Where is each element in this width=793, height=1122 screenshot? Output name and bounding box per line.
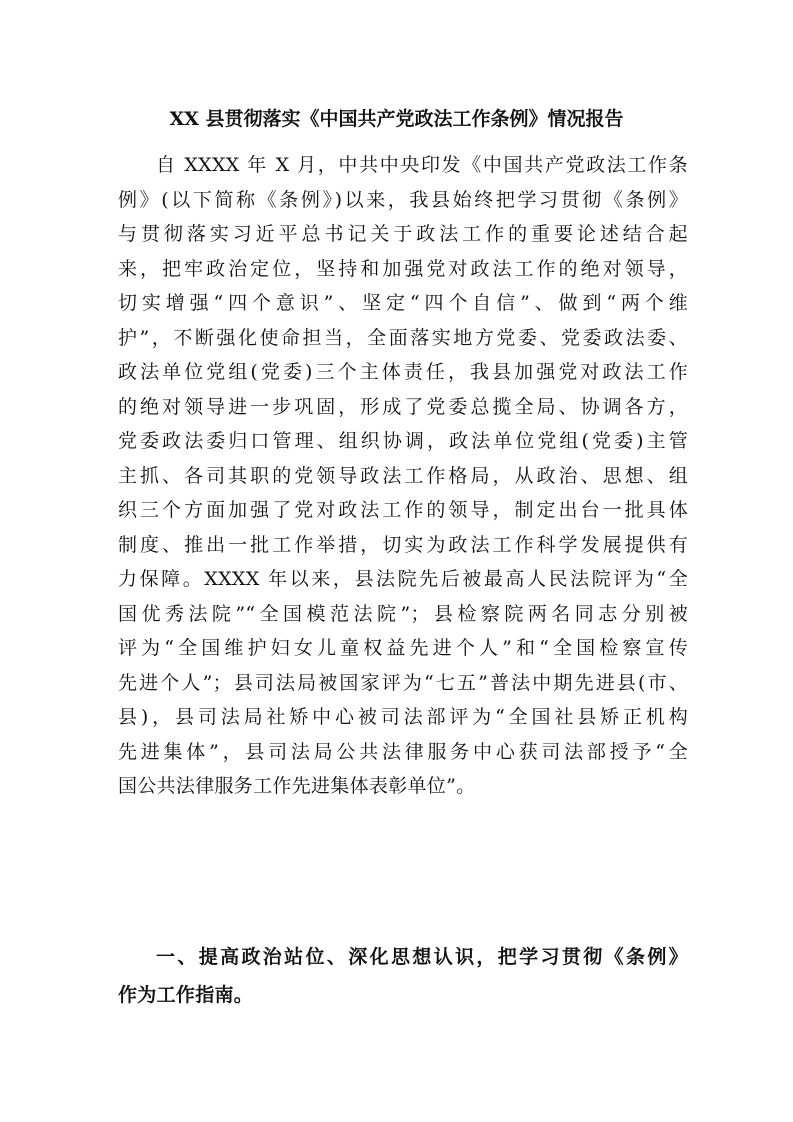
paragraph-line: 制度、推出一批工作举措，切实为政法工作科学发展提供有 (118, 533, 688, 556)
document-title: XX 县贯彻落实《中国共产党政法工作条例》情况报告 (169, 108, 624, 130)
paragraph-line: 国公共法律服务工作先进集体表彰单位”。 (118, 775, 476, 797)
paragraph-line: 与贯彻落实习近平总书记关于政法工作的重要论述结合起 (118, 223, 688, 245)
section-heading-line: 一、提高政治站位、深化思想认识，把学习贯彻《条例》 (156, 946, 688, 968)
paragraph-line: 来，把牢政治定位，坚持和加强党对政法工作的绝对领导， (118, 257, 688, 280)
paragraph-line: 先进个人”；县司法局被国家评为“七五”普法中期先进县(市、 (118, 671, 688, 694)
paragraph-line: 评为“全国维护妇女儿童权益先进个人”和“全国检察宣传 (118, 637, 688, 659)
paragraph-line: 县)，县司法局社矫中心被司法部评为“全国社县矫正机构 (118, 706, 688, 728)
paragraph-line: 织三个方面加强了党对政法工作的领导，制定出台一批具体 (118, 499, 688, 521)
paragraph-line: 护”，不断强化使命担当，全面落实地方党委、党委政法委、 (118, 326, 688, 349)
paragraph-line: 力保障。XXXX 年以来，县法院先后被最高人民法院评为“全 (118, 568, 688, 590)
paragraph-line: 先进集体”，县司法局公共法律服务中心获司法部授予“全 (118, 740, 688, 763)
paragraph-line: 国优秀法院”“全国模范法院”；县检察院两名同志分别被 (118, 602, 688, 625)
paragraph-line: 党委政法委归口管理、组织协调，政法单位党组(党委)主管 (118, 430, 688, 452)
body-paragraph (118, 148, 688, 804)
paragraph-line: 切实增强“四个意识”、坚定“四个自信”、做到“两个维 (118, 292, 688, 314)
section-heading (118, 938, 688, 1014)
paragraph-line: 主抓、各司其职的党领导政法工作格局，从政治、思想、组 (118, 464, 688, 487)
paragraph-line: 自 XXXX 年 X 月，中共中央印发《中国共产党政法工作条 (156, 154, 688, 176)
section-heading-line: 作为工作指南。 (118, 984, 254, 1006)
paragraph-line: 例》(以下简称《条例》)以来，我县始终把学习贯彻《条例》 (118, 188, 688, 211)
paragraph-line: 的绝对领导进一步巩固，形成了党委总揽全局、协调各方， (118, 395, 688, 418)
paragraph-line: 政法单位党组(党委)三个主体责任，我县加强党对政法工作 (118, 361, 688, 383)
